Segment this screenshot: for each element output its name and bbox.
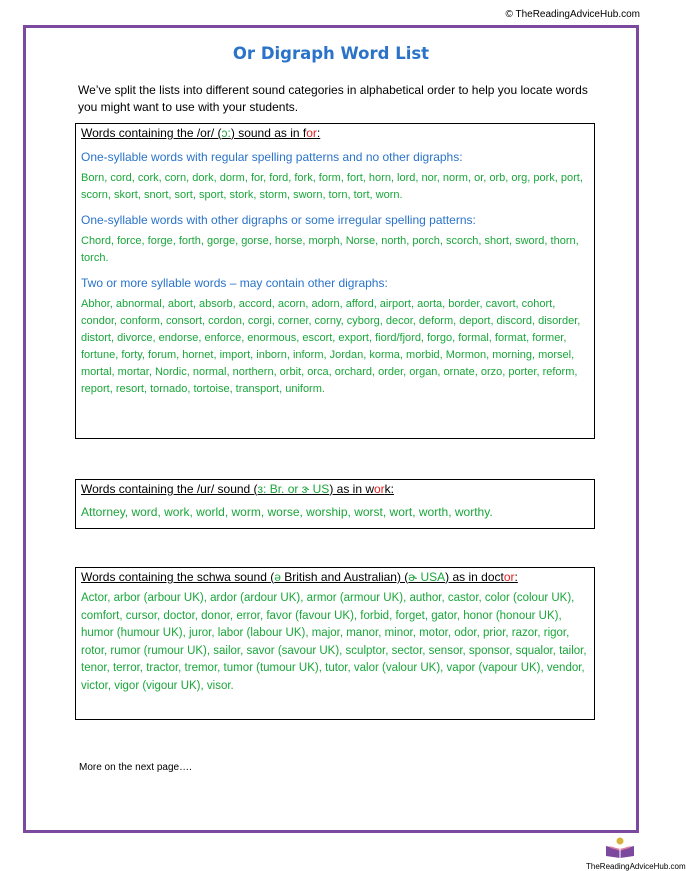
word-list-ur: Attorney, word, work, world, worm, worse, worship, worst, wort, worth, worthy. xyxy=(81,505,493,519)
ipa-symbol: ɚ USA xyxy=(408,570,446,584)
heading-text: k: xyxy=(384,482,395,496)
heading-text: : xyxy=(316,126,321,140)
page-frame xyxy=(23,25,686,871)
page-title: Or Digraph Word List xyxy=(232,44,430,63)
heading-text: Words containing the schwa sound ( xyxy=(81,570,275,584)
section-schwa-sound xyxy=(75,567,595,720)
heading-text: British and Australian) ( xyxy=(280,570,409,584)
section-ur-sound xyxy=(75,479,595,529)
heading-text: ) as in doct xyxy=(445,570,504,584)
ipa-symbol: ɜ: Br. or ɝ US xyxy=(257,482,330,496)
word-list-one-syllable-irregular: Chord, force, forge, forth, gorge, gorse, horse, morph, Norse, north, porch, scorch, short, sword, thorn, torch. xyxy=(81,235,579,264)
subheading-multi-syllable: Two or more syllable words – may contain other digraphs: xyxy=(81,276,388,290)
ipa-symbol: ə xyxy=(274,570,281,584)
book-logo-icon xyxy=(600,836,640,858)
ipa-symbol: ɔ: xyxy=(221,126,231,140)
highlight-letters: or xyxy=(503,570,515,584)
word-list-schwa: Actor, arbor (arbour UK), ardor (ardour UK), armor (armour UK), author, castor, color (colour UK), comfort, cursor, doctor, donor, error, favor (favour UK), forbid, forget, gator, honor (honour UK), humor (humour UK), juror, labor (labour UK), major, manor, minor, motor, odor, prior, razor, rigor, rotor, rumor (rumour UK), sailor, savor (savour UK), sculptor, sector, sensor, sponsor, squalor, tailor, tenor, terror, tractor, tremor, tumor (tumour UK), tutor, valor (valour UK), vapor (vapour UK), vendor, victor, vigor (vigour UK), visor. xyxy=(81,592,587,692)
section-ur-heading xyxy=(81,482,589,497)
heading-text: Words containing the /ur/ sound ( xyxy=(81,482,258,496)
subheading-one-syllable-irregular: One-syllable words with other digraphs or some irregular spelling patterns: xyxy=(81,213,476,227)
heading-text: ) as in w xyxy=(329,482,374,496)
highlight-letters: or xyxy=(374,482,385,496)
heading-text: Words containing the /or/ ( xyxy=(81,126,222,140)
word-list-one-syllable-regular: Born, cord, cork, corn, dork, dorm, for, ford, fork, form, fort, horn, lord, nor, norm, or, orb, org, pork, port, scorn, skort, snort, sort, sport, stork, storm, sworn, torn, tort, worn. xyxy=(81,172,583,201)
section-or-sound xyxy=(75,123,595,439)
footer-site-name: TheReadingAdviceHub.com xyxy=(586,862,686,871)
heading-text: ) sound as in f xyxy=(230,126,307,140)
heading-text: : xyxy=(514,570,518,584)
highlight-letters: or xyxy=(306,126,317,140)
subheading-one-syllable-regular: One-syllable words with regular spelling patterns and no other digraphs: xyxy=(81,150,463,164)
more-next-page-note: More on the next page…. xyxy=(79,762,192,773)
section-schwa-heading xyxy=(81,570,589,585)
copyright-notice: © TheReadingAdviceHub.com xyxy=(505,9,640,20)
intro-paragraph: We’ve split the lists into different sound categories in alphabetical order to help you locate words you might want to use with your students. xyxy=(78,83,588,114)
section-or-heading xyxy=(81,126,589,141)
word-list-multi-syllable: Abhor, abnormal, abort, absorb, accord, acorn, adorn, afford, airport, aorta, border, cavort, cohort, condor, conform, consort, cordon, corgi, corner, corny, cyborg, decor, deform, deport, discord, disorder, distort, divorce, endorse, enforce, enormous, escort, export, fiord/fjord, forgo, formal, format, former, fortune, forty, forum, hornet, import, inborn, inform, Jordan, korma, morbid, Mormon, morning, morsel, mortal, mortar, Nordic, normal, northern, orbit, orca, orchard, order, organ, ornate, orzo, porter, reform, report, resort, tornado, tortoise, transport, uniform. xyxy=(81,298,581,395)
